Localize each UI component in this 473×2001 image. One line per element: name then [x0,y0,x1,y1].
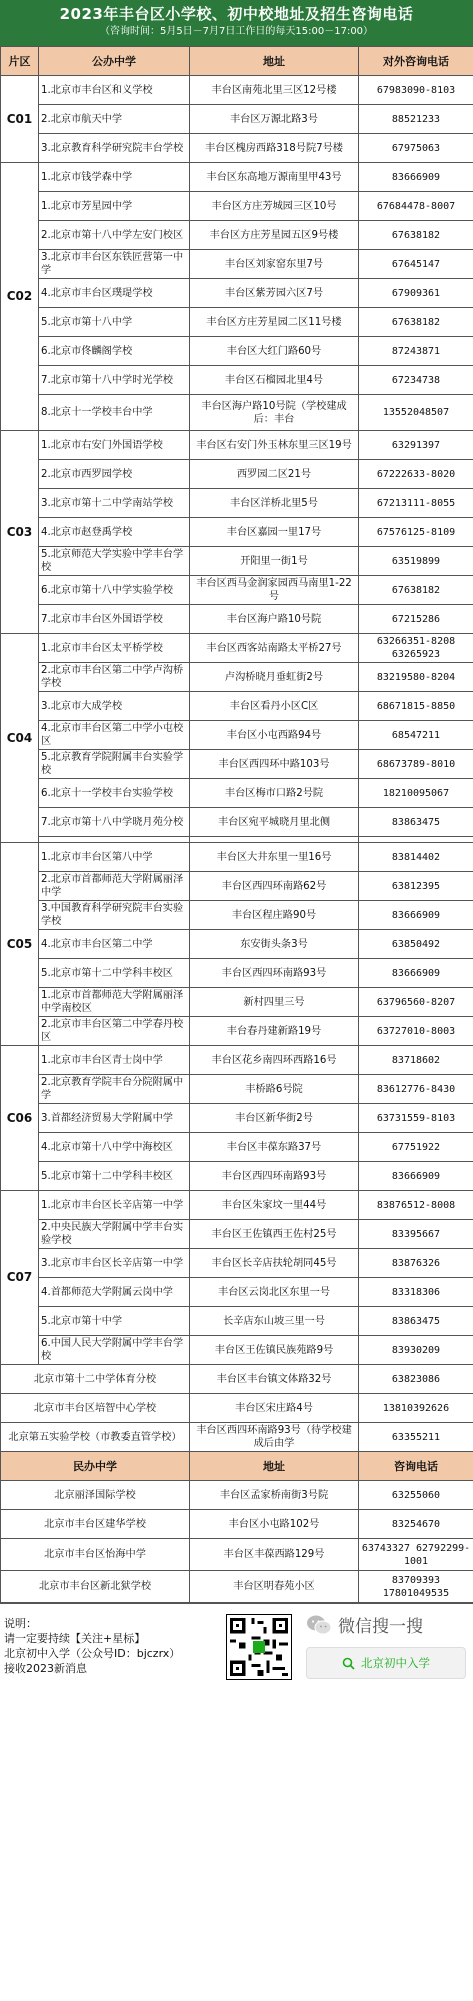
school-name: 1.北京市丰台区太平桥学校 [39,634,190,663]
school-phone: 63812395 [359,872,473,901]
school-address: 丰台区宋庄路4号 [190,1394,359,1423]
table-row [1,988,473,1017]
table-row [1,1481,473,1510]
school-phone: 67638182 [359,308,473,337]
school-name: 5.北京市第十中学 [39,1307,190,1336]
school-name: 8.北京十一学校丰台中学 [39,395,190,431]
table-row [1,1104,473,1133]
school-phone: 63519899 [359,547,473,576]
school-name: 3.北京市第十二中学南站学校 [39,489,190,518]
table-row [1,1017,473,1046]
district-code: C04 [1,634,39,843]
table-row [1,1162,473,1191]
note-line-2: 北京初中入学（公众号ID：bjczrx） [4,1647,181,1660]
table-row [1,518,473,547]
school-address: 丰台区王佐镇西王佐村25号 [190,1220,359,1249]
school-phone: 83718602 [359,1046,473,1075]
school-phone: 67638182 [359,221,473,250]
school-phone: 63255060 [359,1481,473,1510]
school-address: 丰台区程庄路90号 [190,901,359,930]
school-phone: 83254670 [359,1510,473,1539]
school-address: 丰台区朱家坟一里44号 [190,1191,359,1220]
school-address: 丰桥路6号院 [190,1075,359,1104]
school-name: 3.北京市大成学校 [39,692,190,721]
school-address: 丰台区云岗北区东里一号 [190,1278,359,1307]
school-phone: 68547211 [359,721,473,750]
school-name: 6.北京十一学校丰台实验学校 [39,779,190,808]
school-address: 丰台区方庄芳星园五区9号楼 [190,221,359,250]
col-district: 片区 [1,47,39,76]
school-address: 丰台区花乡南四环西路16号 [190,1046,359,1075]
school-phone: 83219580-8204 [359,663,473,692]
table-row [1,872,473,901]
school-address: 丰台区大红门路60号 [190,337,359,366]
school-phone: 83666909 [359,959,473,988]
school-phone: 67234738 [359,366,473,395]
table-row [1,163,473,192]
table-row [1,1307,473,1336]
table-row [1,808,473,837]
school-name: 6.北京市第十八中学实验学校 [39,576,190,605]
school-address: 丰台区洋桥北里5号 [190,489,359,518]
table-row [1,460,473,489]
search-button-label: 北京初中入学 [361,1656,430,1670]
school-name: 2.北京市丰台区第二中学卢沟桥学校 [39,663,190,692]
school-phone: 63731559-8103 [359,1104,473,1133]
school-name: 7.北京市第十八中学晓月苑分校 [39,808,190,837]
school-name: 2.北京市丰台区第二中学春丹校区 [39,1017,190,1046]
school-name: 7.北京市第十八中学时光学校 [39,366,190,395]
school-name: 北京市丰台区建华学校 [1,1510,190,1539]
col-private-address: 地址 [190,1452,359,1481]
table-row [1,76,473,105]
school-address: 丰台区万源北路3号 [190,105,359,134]
school-address: 丰台区新华街2号 [190,1104,359,1133]
table-row [1,843,473,872]
school-name: 1.北京市右安门外国语学校 [39,431,190,460]
school-name: 5.北京教育学院附属丰台实验学校 [39,750,190,779]
page-title: 2023年丰台区小学校、初中校地址及招生咨询电话 [59,5,414,23]
school-address: 丰台区东高地万源南里甲43号 [190,163,359,192]
school-address: 丰台春丹建新路19号 [190,1017,359,1046]
school-name: 北京第五实验学校（市教委直管学校） [1,1423,190,1452]
district-code: C01 [1,76,39,163]
school-address: 新村四里三号 [190,988,359,1017]
district-code: C07 [1,1191,39,1365]
school-address: 丰台区西四环南路93号（待学校建成后由学 [190,1423,359,1452]
school-phone: 68671815-8850 [359,692,473,721]
table-row [1,1336,473,1365]
table-row [1,1423,473,1452]
school-phone: 18210095067 [359,779,473,808]
wechat-search-panel [306,1612,466,1679]
table-row [1,605,473,634]
school-phone: 63850492 [359,930,473,959]
school-phone: 63823086 [359,1365,473,1394]
col-school: 公办中学 [39,47,190,76]
note-line-3: 接收2023新消息 [4,1662,87,1675]
district-code: C06 [1,1046,39,1191]
district-code: C05 [1,843,39,1046]
school-address: 丰台区方庄芳城园三区10号 [190,192,359,221]
school-address: 丰台区石榴园北里4号 [190,366,359,395]
footer-note [4,1616,180,1676]
school-phone: 87243871 [359,337,473,366]
school-phone: 83612776-8430 [359,1075,473,1104]
school-phone: 67576125-8109 [359,518,473,547]
table-row [1,901,473,930]
table-row [1,308,473,337]
table-header-row [1,47,473,76]
school-phone: 63743327 62792299-1001 [359,1539,473,1571]
school-phone: 13810392626 [359,1394,473,1423]
school-name: 4.北京市丰台区第二中学 [39,930,190,959]
school-name: 7.北京市丰台区外国语学校 [39,605,190,634]
table-row [1,634,473,663]
search-account-button[interactable] [306,1647,466,1679]
school-phone: 83709393 17801049535 [359,1571,473,1603]
table-row [1,489,473,518]
school-name: 北京丽泽国际学校 [1,1481,190,1510]
table-row [1,1249,473,1278]
school-address: 丰台区西客站南路太平桥27号 [190,634,359,663]
note-title: 说明： [4,1617,37,1630]
wechat-search-text: 微信搜一搜 [338,1617,423,1637]
school-address: 丰台区梅市口路2号院 [190,779,359,808]
school-phone: 67684478-8007 [359,192,473,221]
col-private-school: 民办中学 [1,1452,190,1481]
school-name: 4.北京市赵登禹学校 [39,518,190,547]
special-school-rows [1,1365,473,1452]
school-name: 4.北京市丰台区璞瑅学校 [39,279,190,308]
table-row [1,192,473,221]
table-row [1,337,473,366]
school-name: 2.北京市航天中学 [39,105,190,134]
school-phone: 83666909 [359,163,473,192]
table-row [1,930,473,959]
private-header [1,1452,473,1481]
school-name: 3.北京市丰台区东铁匠营第一中学 [39,250,190,279]
school-name: 1.北京市丰台区青士岗中学 [39,1046,190,1075]
school-name: 1.北京市钱学森中学 [39,163,190,192]
school-name: 北京市丰台区新北狱学校 [1,1571,190,1603]
school-address: 丰台区丰台镇文体路32号 [190,1365,359,1394]
district-code: C02 [1,163,39,431]
school-phone: 88521233 [359,105,473,134]
school-phone: 67213111-8055 [359,489,473,518]
school-address: 丰台区大井东里一里16号 [190,843,359,872]
school-address: 卢沟桥晓月垂虹街2号 [190,663,359,692]
school-name: 1.北京市丰台区和义学校 [39,76,190,105]
table-row [1,959,473,988]
school-name: 5.北京市第十二中学科丰校区 [39,959,190,988]
school-phone: 67222633-8020 [359,460,473,489]
school-name: 1.北京市首都师范大学附属丽泽中学南校区 [39,988,190,1017]
school-phone: 67638182 [359,576,473,605]
table-row [1,1191,473,1220]
wechat-icon [306,1614,332,1636]
table-row [1,1365,473,1394]
school-phone: 67983090-8103 [359,76,473,105]
school-name: 2.北京市西罗园学校 [39,460,190,489]
school-name: 2.北京市首都师范大学附属丽泽中学 [39,872,190,901]
school-phone: 83930209 [359,1336,473,1365]
school-phone: 68673789-8010 [359,750,473,779]
school-phone: 67215286 [359,605,473,634]
table-row [1,105,473,134]
table-row [1,1133,473,1162]
school-address: 丰台区孟家桥南街3号院 [190,1481,359,1510]
wechat-search-label [306,1612,466,1637]
school-address: 丰台区嘉园一里17号 [190,518,359,547]
school-address: 丰台区看丹小区C区 [190,692,359,721]
school-phone: 63796560-8207 [359,988,473,1017]
school-name: 北京市第十二中学体育分校 [1,1365,190,1394]
school-phone: 83666909 [359,1162,473,1191]
school-phone: 13552048507 [359,395,473,431]
school-address: 丰台区南苑北里三区12号楼 [190,76,359,105]
search-icon [342,1657,355,1670]
school-phone: 83666909 [359,901,473,930]
school-address: 丰台区王佐镇民族苑路9号 [190,1336,359,1365]
school-phone: 83876512-8008 [359,1191,473,1220]
school-name: 1.北京市丰台区长辛店第一中学 [39,1191,190,1220]
school-address: 丰台区西四环中路103号 [190,750,359,779]
school-address: 丰台区西马金润家园西马南里1-22号 [190,576,359,605]
school-name: 6.北京市佟麟阁学校 [39,337,190,366]
school-phone: 83863475 [359,808,473,837]
table-row [1,395,473,431]
school-address: 丰台区海户路10号院（学校建成后：丰台 [190,395,359,431]
table-row [1,1510,473,1539]
school-table [0,46,473,1603]
col-address: 地址 [190,47,359,76]
school-name: 5.北京市第十八中学 [39,308,190,337]
table-row [1,576,473,605]
school-address: 丰台区宛平城晓月里北侧 [190,808,359,837]
public-school-rows [1,76,473,1365]
table-row [1,721,473,750]
table-row [1,134,473,163]
school-address: 丰台区槐房西路318号院7号楼 [190,134,359,163]
table-row [1,1046,473,1075]
school-phone: 83318306 [359,1278,473,1307]
school-phone: 67751922 [359,1133,473,1162]
school-phone: 83876326 [359,1249,473,1278]
table-row [1,279,473,308]
table-row [1,366,473,395]
school-name: 5.北京市第十二中学科丰校区 [39,1162,190,1191]
qr-code-icon[interactable] [226,1614,292,1680]
school-address: 丰台区明春苑小区 [190,1571,359,1603]
school-name: 4.北京市丰台区第二中学小屯校区 [39,721,190,750]
school-phone: 63266351-8208 63265923 [359,634,473,663]
table-row [1,663,473,692]
table-row [1,547,473,576]
school-name: 3.北京市丰台区长辛店第一中学 [39,1249,190,1278]
district-code: C03 [1,431,39,634]
table-row [1,692,473,721]
consult-time: （咨询时间：5月5日－7月7日工作日的每天15:00－17:00） [99,26,374,37]
table-row [1,221,473,250]
school-address: 丰台区方庄芳星园二区11号楼 [190,308,359,337]
table-row [1,779,473,808]
school-name: 1.北京市丰台区第八中学 [39,843,190,872]
school-address: 丰台区西四环南路62号 [190,872,359,901]
school-phone: 67975063 [359,134,473,163]
school-address: 丰台区紫芳园六区7号 [190,279,359,308]
school-name: 2.北京教育学院丰台分院附属中学 [39,1075,190,1104]
table-row [1,750,473,779]
footer [0,1603,473,1696]
school-address: 丰台区刘家窑东里7号 [190,250,359,279]
school-address: 丰台区右安门外玉林东里三区19号 [190,431,359,460]
school-name: 2.北京市第十八中学左安门校区 [39,221,190,250]
private-header-row [1,1452,473,1481]
col-private-phone: 咨询电话 [359,1452,473,1481]
school-name: 4.首都师范大学附属云岗中学 [39,1278,190,1307]
school-phone: 83863475 [359,1307,473,1336]
private-school-rows [1,1481,473,1603]
school-address: 丰台区西四环南路93号 [190,959,359,988]
school-address: 东安街头条3号 [190,930,359,959]
school-name: 2.中央民族大学附属中学丰台实验学校 [39,1220,190,1249]
school-name: 1.北京市芳星园中学 [39,192,190,221]
school-name: 6.中国人民大学附属中学丰台学校 [39,1336,190,1365]
school-address: 丰台区长辛店扶轮胡同45号 [190,1249,359,1278]
school-address: 丰台区丰葆西路129号 [190,1539,359,1571]
table-row [1,1571,473,1603]
school-phone: 83395667 [359,1220,473,1249]
school-name: 3.首都经济贸易大学附属中学 [39,1104,190,1133]
table-row [1,250,473,279]
school-name: 5.北京师范大学实验中学丰台学校 [39,547,190,576]
school-name: 北京市丰台区怡海中学 [1,1539,190,1571]
table-row [1,1075,473,1104]
table-row [1,1220,473,1249]
school-phone: 67645147 [359,250,473,279]
school-address: 长辛店东山坡三里一号 [190,1307,359,1336]
school-phone: 63727010-8003 [359,1017,473,1046]
school-phone: 63355211 [359,1423,473,1452]
header-banner [0,0,473,46]
table-row [1,1394,473,1423]
school-phone: 67909361 [359,279,473,308]
school-address: 丰台区小屯西路94号 [190,721,359,750]
school-phone: 83814402 [359,843,473,872]
school-name: 4.北京市第十八中学中海校区 [39,1133,190,1162]
school-address: 西罗园二区21号 [190,460,359,489]
school-address: 丰台区小屯路102号 [190,1510,359,1539]
school-address: 丰台区西四环南路93号 [190,1162,359,1191]
school-phone: 63291397 [359,431,473,460]
col-phone: 对外咨询电话 [359,47,473,76]
school-address: 丰台区丰葆东路37号 [190,1133,359,1162]
school-name: 3.北京教育科学研究院丰台学校 [39,134,190,163]
note-line-1: 请一定要持续【关注+星标】 [4,1632,146,1645]
table-row [1,1539,473,1571]
school-address: 丰台区海户路10号院 [190,605,359,634]
school-name: 3.中国教育科学研究院丰台实验学校 [39,901,190,930]
school-address: 开阳里一街1号 [190,547,359,576]
table-row [1,431,473,460]
table-row [1,1278,473,1307]
school-name: 北京市丰台区培智中心学校 [1,1394,190,1423]
